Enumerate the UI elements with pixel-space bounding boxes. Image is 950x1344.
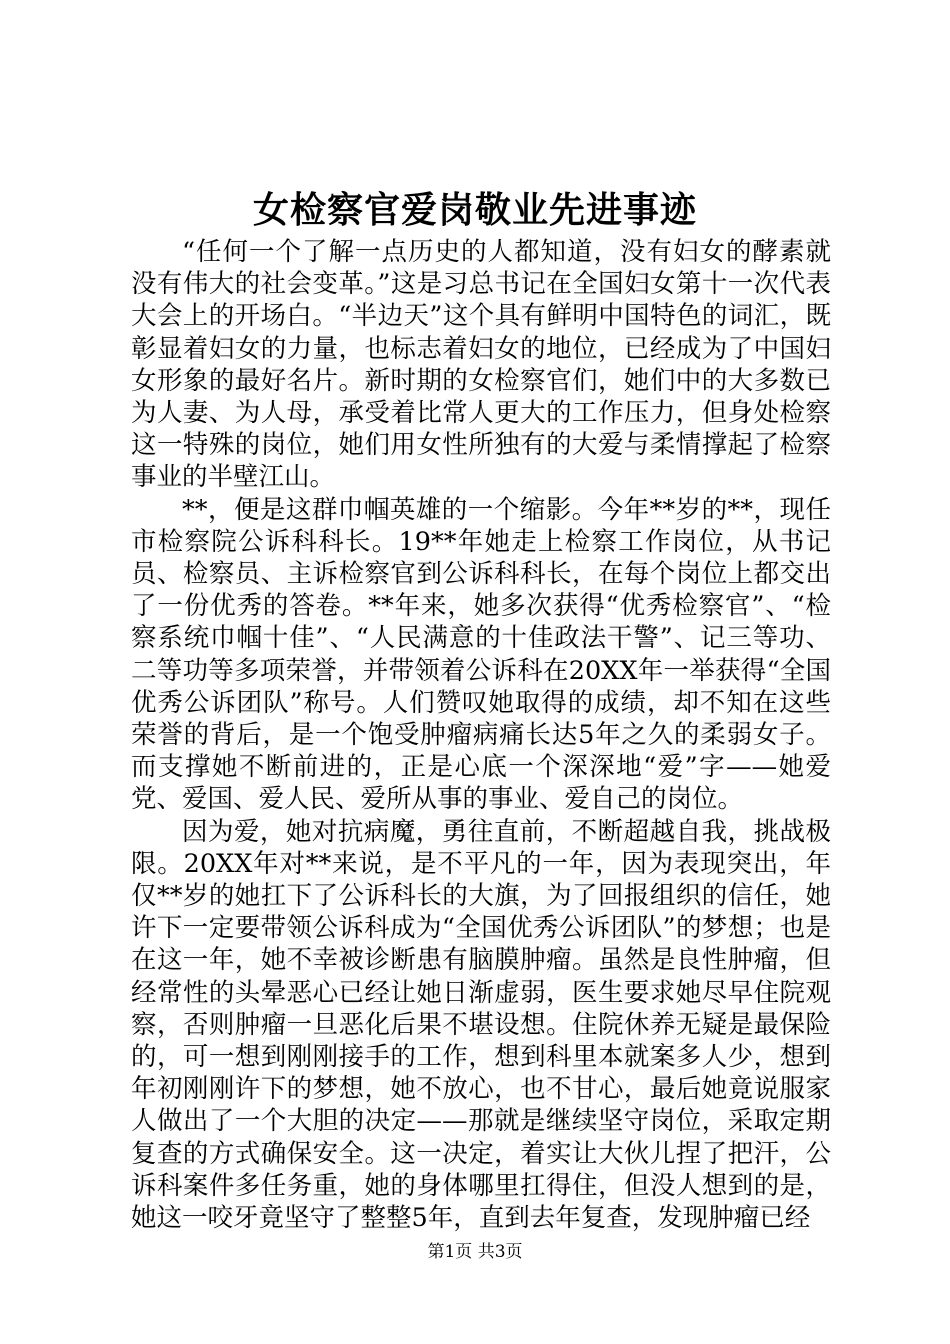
paragraph: 因为爱，她对抗病魔，勇往直前，不断超越自我，挑战极限。20XX年对**来说，是不平凡的一年，因为表现突出，年仅**岁的她扛下了公诉科长的大旗，为了回报组织的信任，她许下一定要带领公诉科成为“全国优秀公诉团队”的梦想；也是在这一年，她不幸被诊断患有脑膜肿瘤。虽然是良性肿瘤，但经常性的头晕恶心已经让她日渐虚弱，医生要求她尽早住院观察，否则肿瘤一旦恶化后果不堪设想。住院休养无疑是最保险的，可一想到刚刚接手的工作，想到科里本就案多人少，想到年初刚刚许下的梦想，她不放心，也不甘心，最后她竟说服家人做出了一个大胆的决定——那就是继续坚守岗位，采取定期复查的方式确保安全。这一决定，着实让大伙儿捏了把汗，公诉科案件多任务重，她的身体哪里扛得住，但没人想到的是，她这一咬牙竟坚守了整整5年，直到去年复查，发现肿瘤已经: [131, 816, 831, 1234]
page-number: 第1页 共3页: [427, 1242, 523, 1262]
paragraph: **，便是这群巾帼英雄的一个缩影。今年**岁的**，现任市检察院公诉科科长。19**年她走上检察工作岗位，从书记员、检察员、主诉检察官到公诉科科长，在每个岗位上都交出了一份优秀的答卷。**年来，她多次获得“优秀检察官”、“检察系统巾帼十佳”、“人民满意的十佳政法干警”、记三等功、二等功等多项荣誉，并带领着公诉科在20XX年一举获得“全国优秀公诉团队”称号。人们赞叹她取得的成绩，却不知在这些荣誉的背后，是一个饱受肿瘤病痛长达5年之久的柔弱女子。而支撑她不断前进的，正是心底一个深深地“爱”字——她爱党、爱国、爱人民、爱所从事的事业、爱自己的岗位。: [131, 494, 831, 815]
paragraph: “任何一个了解一点历史的人都知道，没有妇女的酵素就没有伟大的社会变革。”这是习总书记在全国妇女第十一次代表大会上的开场白。“半边天”这个具有鲜明中国特色的词汇，既彰显着妇女的力量，也标志着妇女的地位，已经成为了中国妇女形象的最好名片。新时期的女检察官们，她们中的大多数已为人妻、为人母，承受着比常人更大的工作压力，但身处检察这一特殊的岗位，她们用女性所独有的大爱与柔情撑起了检察事业的半壁江山。: [131, 237, 831, 493]
document-body: [131, 236, 831, 1234]
document-title: 女检察官爱岗敬业先进事迹: [252, 189, 697, 231]
